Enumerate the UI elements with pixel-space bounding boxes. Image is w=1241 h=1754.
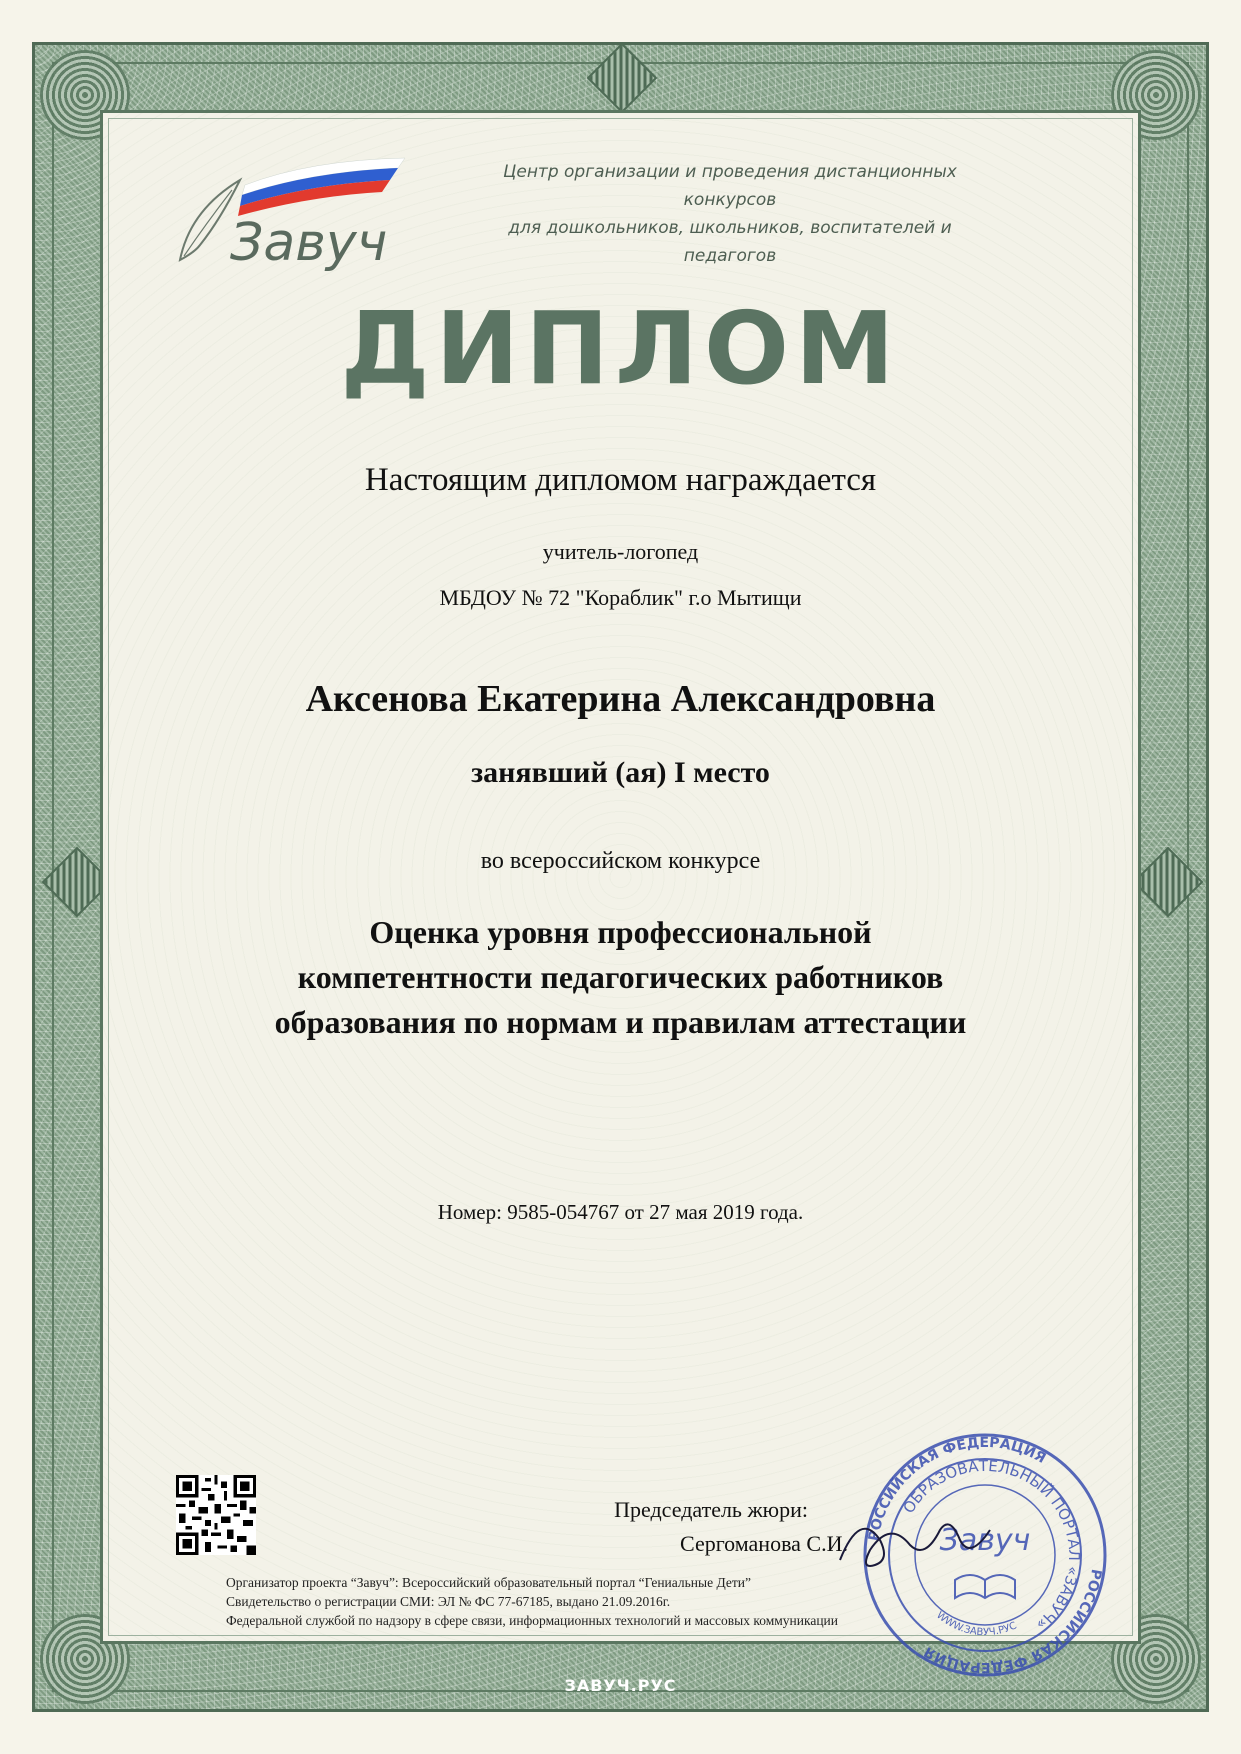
- footer-line: Федеральной службой по надзору в сфере связи, информационных технологий и массовых коммуникации: [226, 1613, 839, 1628]
- jury-name: Сергоманова С.И.: [680, 1531, 848, 1556]
- contest-label: во всероссийском конкурсе: [480, 848, 761, 874]
- seal-inner-text: ОБРАЗОВАТЕЛЬНЫЙ ПОРТАЛ «ЗАВУЧ»: [899, 1456, 1084, 1634]
- center-description: [470, 158, 990, 270]
- zavuch-logo: [160, 150, 460, 280]
- contest-title: [0, 910, 1241, 1045]
- contest-line: компетентности педагогических работников: [297, 959, 944, 995]
- center-line-2: для дошкольников, школьников, воспитателей и педагогов: [508, 218, 952, 266]
- diploma-number: Номер: 9585-054767 от 27 мая 2019 года.: [437, 1200, 804, 1224]
- place-text: занявший (ая) I место: [471, 756, 770, 789]
- diploma-title: ДИПЛОМ: [340, 290, 901, 407]
- footer-line: Свидетельство о регистрации СМИ: ЭЛ № ФС 77-67185, выдано 21.09.2016г.: [226, 1594, 671, 1609]
- recipient-position: учитель-логопед: [542, 539, 699, 564]
- qr-code: [176, 1475, 256, 1555]
- seal-center-word: Завуч: [939, 1523, 1031, 1558]
- contest-line: Оценка уровня профессиональной: [369, 914, 872, 950]
- signature-scribble: [830, 1500, 1000, 1580]
- recipient-organization: МБДОУ № 72 "Кораблик" г.о Мытищи: [439, 585, 802, 610]
- seal-outer-text: РОССИЙСКАЯ ФЕДЕРАЦИЯ: [865, 1434, 1049, 1543]
- awarded-text: Настоящим дипломом награждается: [364, 462, 877, 498]
- recipient-name: Аксенова Екатерина Александровна: [305, 678, 936, 720]
- jury-label: Председатель жюри:: [614, 1497, 808, 1522]
- seal-outer-text: РОССИЙСКАЯ ФЕДЕРАЦИЯ: [921, 1567, 1105, 1676]
- footer-line: Организатор проекта “Завуч”: Всероссийский образовательный портал “Гениальные Дети”: [226, 1575, 751, 1590]
- contest-line: образования по нормам и правилам аттестации: [274, 1004, 967, 1040]
- bottom-site-url: ЗАВУЧ.РУС: [564, 1676, 677, 1695]
- seal-small-text: WWW.ЗАВУЧ.РУС: [934, 1609, 1019, 1639]
- center-line-1: Центр организации и проведения дистанционных конкурсов: [503, 162, 957, 210]
- logo-word: Завуч: [230, 213, 388, 273]
